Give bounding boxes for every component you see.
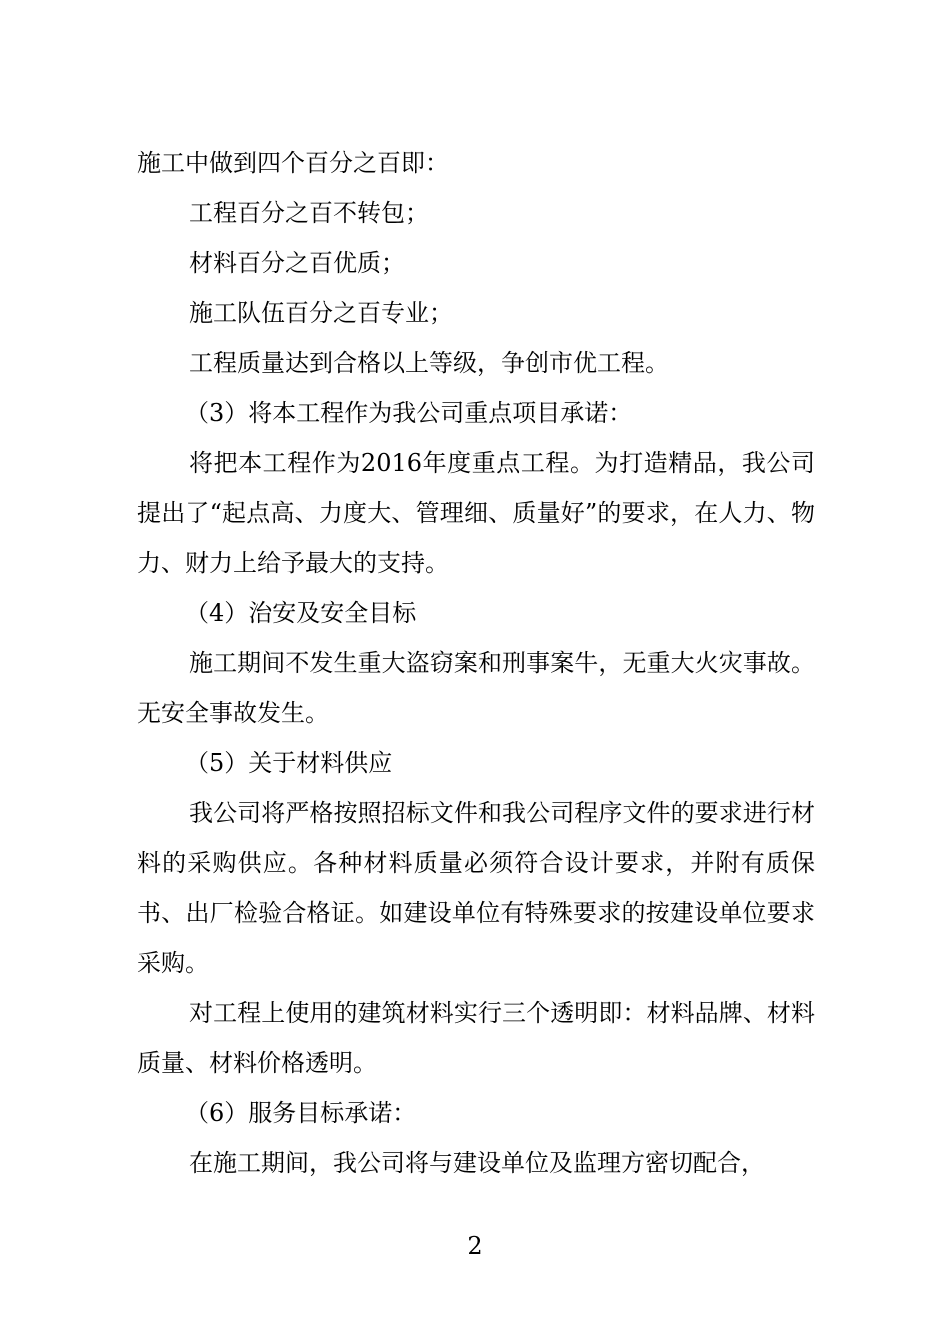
page-number: 2 [467, 1232, 483, 1260]
paragraph-safety: 施工期间不发生重大盗窃案和刑事案牛，无重大火灾事故。无安全事故发生。 [137, 649, 815, 727]
paragraph-key-project: 将把本工程作为2016年度重点工程。为打造精品，我公司提出了“起点高、力度大、管理细、质量好”的要求，在人力、物力、财力上给予最大的支持。 [137, 449, 815, 577]
document-body [137, 138, 815, 1188]
paragraph-service: 在施工期间，我公司将与建设单位及监理方密切配合， [189, 1149, 765, 1177]
section-heading-3: （3）将本工程作为我公司重点项目承诺： [185, 399, 633, 427]
paragraph-material-supply: 我公司将严格按照招标文件和我公司程序文件的要求进行材料的采购供应。各种材料质量必须符合设计要求，并附有质保书、出厂检验合格证。如建设单位有特殊要求的按建设单位要求采购。 [137, 799, 815, 977]
section-heading-6: （6）服务目标承诺： [185, 1099, 417, 1127]
section-heading-4: （4）治安及安全目标 [185, 599, 417, 627]
paragraph-material-transparency: 对工程上使用的建筑材料实行三个透明即：材料品牌、材料质量、材料价格透明。 [137, 999, 815, 1077]
paragraph-intro: 施工中做到四个百分之百即： [137, 149, 449, 177]
paragraph-item-team: 施工队伍百分之百专业； [189, 299, 453, 327]
section-heading-5: （5）关于材料供应 [185, 749, 393, 777]
paragraph-item-subcontract: 工程百分之百不转包； [189, 199, 429, 227]
paragraph-item-quality: 工程质量达到合格以上等级，争创市优工程。 [189, 349, 669, 377]
paragraph-item-materials: 材料百分之百优质； [189, 249, 405, 277]
